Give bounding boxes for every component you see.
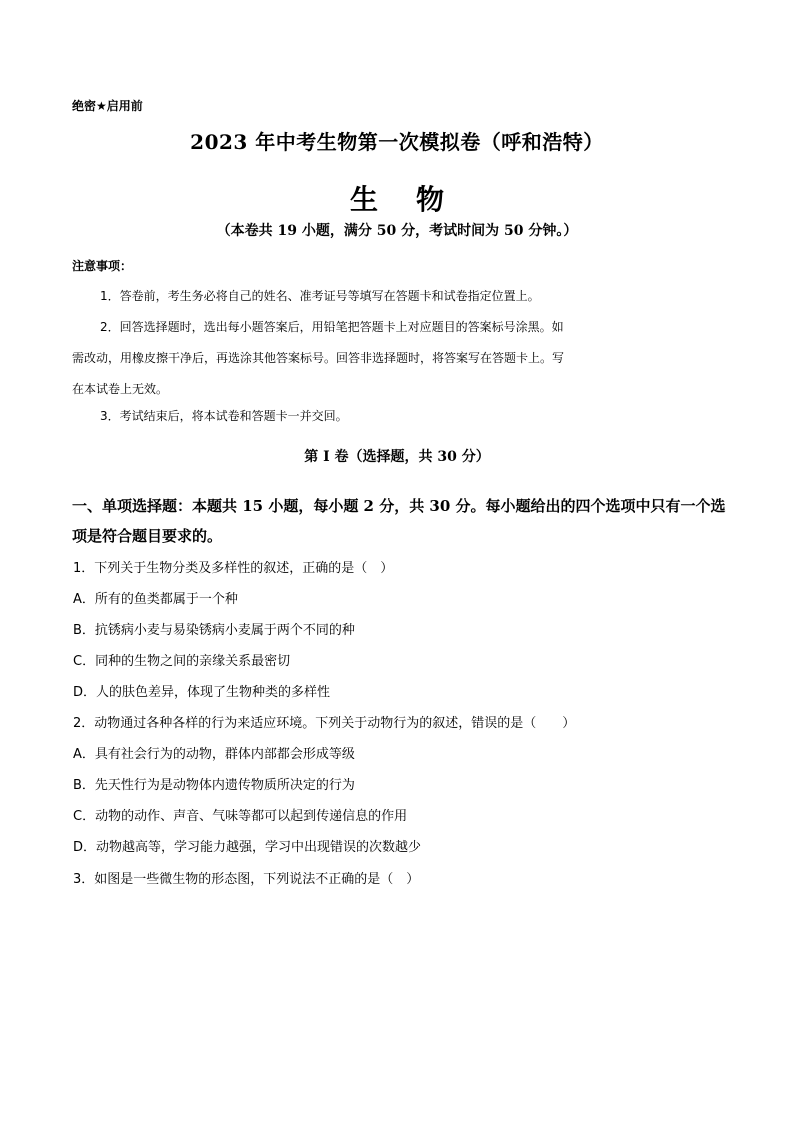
exam-info: （本卷共 19 小题，满分 50 分，考试时间为 50 分钟。） — [216, 223, 578, 239]
confidential-label: 绝密★启用前 — [72, 99, 143, 113]
notice-line-2-cont: 需改动，用橡皮擦干净后，再选涂其他答案标号。回答非选择题时，将答案写在答题卡上。写 — [72, 351, 565, 365]
question-2-option-d: D．动物越高等，学习能力越强，学习中出现错误的次数越少 — [73, 840, 422, 855]
question-1-option-d: D．人的肤色差异，体现了生物种类的多样性 — [73, 685, 331, 700]
question-1-stem: 1．下列关于生物分类及多样性的叙述，正确的是（ ） — [73, 561, 394, 576]
notice-line-1: 1．答卷前，考生务必将自己的姓名、准考证号等填写在答题卡和试卷指定位置上。 — [100, 289, 540, 303]
question-2-stem: 2．动物通过各种各样的行为来适应环境。下列关于动物行为的叙述，错误的是（ ） — [73, 716, 576, 731]
exam-title: 2023 年中考生物第一次模拟卷（呼和浩特） — [190, 130, 604, 154]
question-2-option-a: A．具有社会行为的动物，群体内部都会形成等级 — [73, 747, 355, 762]
question-1-option-a: A．所有的鱼类都属于一个种 — [73, 592, 238, 607]
question-1-option-c: C．同种的生物之间的亲缘关系最密切 — [73, 654, 291, 669]
notice-line-2-end: 在本试卷上无效。 — [72, 382, 169, 396]
question-3-stem: 3．如图是一些微生物的形态图，下列说法不正确的是（ ） — [73, 872, 420, 887]
question-1-option-b: B．抗锈病小麦与易染锈病小麦属于两个不同的种 — [73, 623, 355, 638]
notice-heading: 注意事项： — [72, 259, 133, 273]
question-2-option-c: C．动物的动作、声音、气味等都可以起到传递信息的作用 — [73, 809, 408, 824]
part-heading: 一、单项选择题：本题共 15 小题，每小题 2 分，共 30 分。每小题给出的四个选项中只有一个选项是符合题目要求的。 — [72, 497, 726, 545]
notice-line-2: 2．回答选择题时，选出每小题答案后，用铅笔把答题卡上对应题目的答案标号涂黑。如 — [100, 320, 564, 334]
question-2-option-b: B．先天性行为是动物体内遗传物质所决定的行为 — [73, 778, 355, 793]
subject-title: 生物 — [349, 183, 482, 216]
section-title: 第 I 卷（选择题，共 30 分） — [304, 449, 490, 465]
notice-line-3: 3．考试结束后，将本试卷和答题卡一并交回。 — [100, 409, 348, 423]
